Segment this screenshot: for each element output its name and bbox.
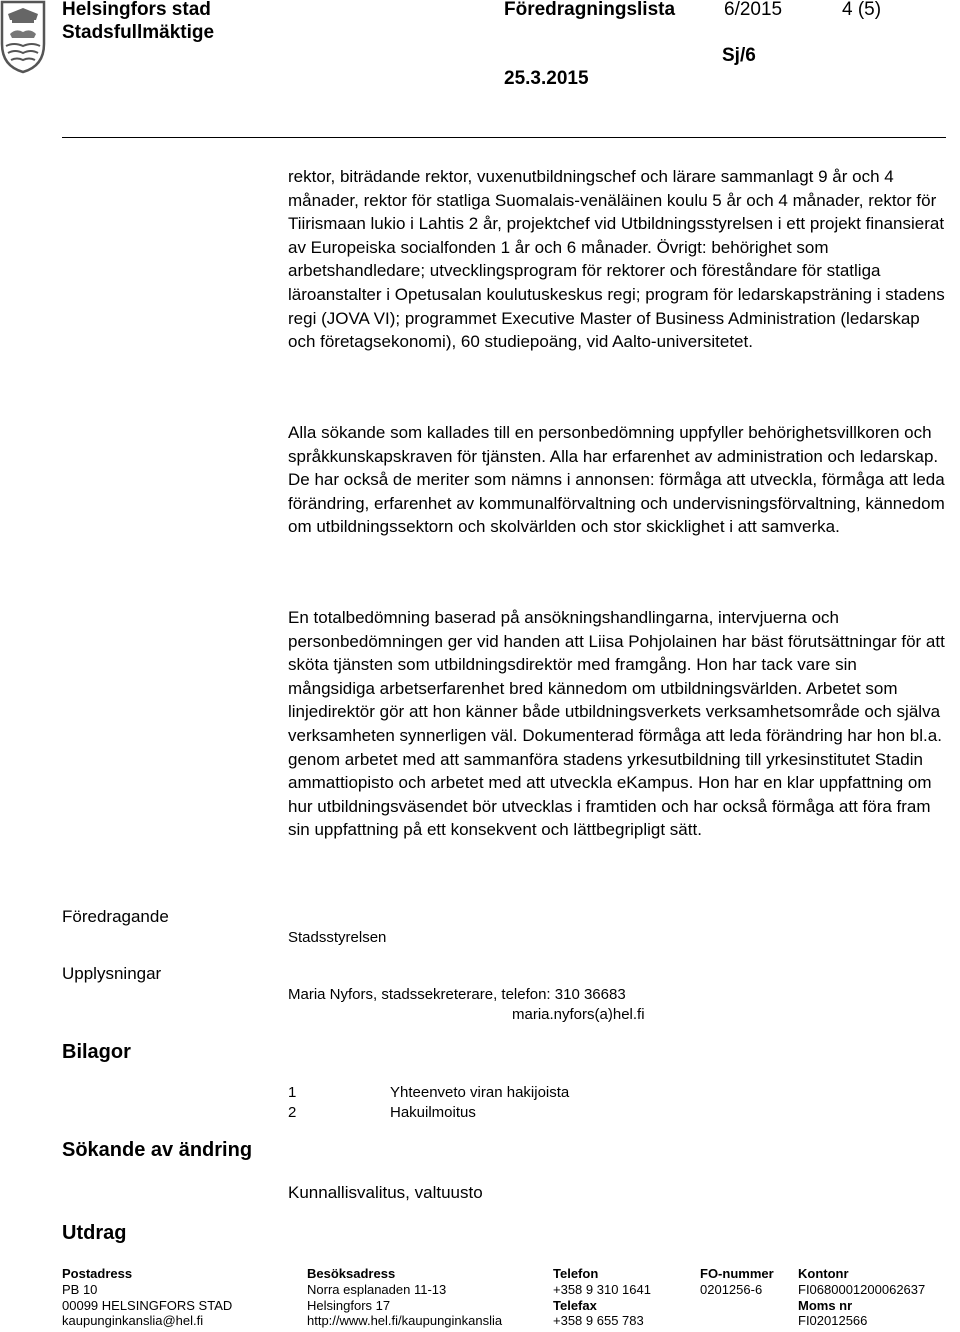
case-number: Sj/6 [722, 45, 756, 66]
footer-postadress-line2: 00099 HELSINGFORS STAD [62, 1297, 233, 1313]
footer-postadress [62, 1266, 232, 1329]
footer-fo-heading: FO-nummer [700, 1266, 774, 1281]
footer-kontonr [798, 1266, 925, 1329]
footer-konto-value: FI0680001200062637 [798, 1281, 926, 1297]
paragraph-3-text: En totalbedömning baserad på ansökningshandlingarna, intervjuerna och personbedömningen ger vid handen att Liisa Pohjolainen har bäst förutsättningar för att sköta tjänsten som utbildningsdirektör med framgång. Hon har tack vare sin mångsidiga arbetserfarenhet bred kännedom om utbildningsvärlden. Arbetet som linjedirektör gör att hon känner både utbildningsverkets verksamhetsområde och själva verksamheten synnerligen väl. Dokumenterad förmåga att leda förändring har hon bl.a. genom arbetet med att sammanföra stadens yrkesutbildning till yrkesinstitutet Stadin ammattiopisto och arbetet med att utveckla eKampus. Hon har en klar uppfattning om hur utbildningsväsendet bör utvecklas i framtiden och har också förmåga att föra fram sin uppfattning på ett konsekvent och lättbegripligt sätt. [288, 608, 945, 840]
footer-fo-nummer [700, 1266, 774, 1298]
bilagor-label: Bilagor [62, 1041, 131, 1063]
attachment-1-title: Yhteenveto viran hakijoista [390, 1084, 570, 1101]
footer-telefax-value: +358 9 655 783 [553, 1313, 644, 1329]
paragraph-3 [288, 606, 948, 842]
footer-telefon-heading: Telefon [553, 1266, 599, 1281]
footer-telefax-heading: Telefax [553, 1297, 597, 1313]
paragraph-1-text: rektor, biträdande rektor, vuxenutbildningschef och lärare sammanlagt 9 år och 4 månader, rektor för statliga Suomalais-venäläinen koulu 5 år och 4 månader, rektor för Tiirismaan lukio i Lahtis 2 år, projektchef vid Utbildningsstyrelsen i ett projekt finansierat av Europeiska socialfonden 1 år och 6 månader. Övrigt: behörighet som arbetshandledare; utvecklingsprogram för rektorer och föreståndare för statliga läroanstalter i Opetusalan koulutuskeskus regi; program för ledarskapsträning i stadens regi (JOVA VI); programmet Executive Master of Business Administration (ledarskap och företagsekonomi), 60 studiepoäng, vid Aalto-universitetet. [288, 167, 945, 352]
helsinki-crest-logo [0, 0, 46, 74]
footer-moms-value: FI02012566 [798, 1313, 868, 1329]
document-number: 6/2015 [724, 0, 783, 20]
header-rule [62, 137, 946, 138]
org-name: Helsingfors stad [62, 0, 211, 20]
footer-konto-heading: Kontonr [798, 1266, 849, 1281]
footer-besok-line2: Helsingfors 17 [307, 1297, 391, 1313]
meeting-date: 25.3.2015 [504, 68, 589, 89]
paragraph-2 [288, 421, 948, 539]
attachment-2-number: 2 [288, 1104, 297, 1121]
body-name: Stadsfullmäktige [62, 22, 215, 43]
contact-email: maria.nyfors(a)hel.fi [512, 1006, 645, 1023]
sokande-label: Sökande av ändring [62, 1139, 253, 1161]
footer-postadress-heading: Postadress [62, 1266, 133, 1281]
upplysningar-label: Upplysningar [62, 964, 162, 983]
footer-besoksadress [307, 1266, 502, 1329]
attachment-2-title: Hakuilmoitus [390, 1104, 476, 1121]
foredragande-label: Föredragande [62, 907, 169, 926]
footer-website: http://www.hel.fi/kaupunginkanslia [307, 1313, 503, 1329]
contact-person: Maria Nyfors, stadssekreterare, telefon: 310 36683 [288, 986, 626, 1003]
footer-moms-heading: Moms nr [798, 1297, 853, 1313]
sokande-value: Kunnallisvalitus, valtuusto [288, 1183, 483, 1202]
footer-telefon [553, 1266, 651, 1329]
utdrag-label: Utdrag [62, 1222, 127, 1244]
attachment-1-number: 1 [288, 1084, 297, 1101]
paragraph-2-text: Alla sökande som kallades till en personbedömning uppfyller behörighetsvillkoren och språkkunskapskraven för tjänsten. Alla har erfarenhet av administration och ledarskap. De har också de meriter som nämns i annonsen: förmåga att utveckla, förmåga att leda förändring, erfarenhet av kommunalförvaltning och undervisningsförvaltning, kännedom om utbildningssektorn och skolvärlden och stor skicklighet i att samverka. [288, 423, 945, 537]
foredragande-value: Stadsstyrelsen [288, 929, 387, 946]
footer-postadress-line1: PB 10 [62, 1281, 98, 1297]
paragraph-1 [288, 165, 948, 354]
document-type: Föredragningslista [504, 0, 676, 20]
footer-besok-line1: Norra esplanaden 11-13 [307, 1281, 447, 1297]
footer-telefon-value: +358 9 310 1641 [553, 1281, 651, 1297]
footer-besok-heading: Besöksadress [307, 1266, 396, 1281]
footer-fo-value: 0201256-6 [700, 1281, 763, 1297]
page-number: 4 (5) [842, 0, 882, 20]
footer-email: kaupunginkanslia@hel.fi [62, 1313, 204, 1329]
